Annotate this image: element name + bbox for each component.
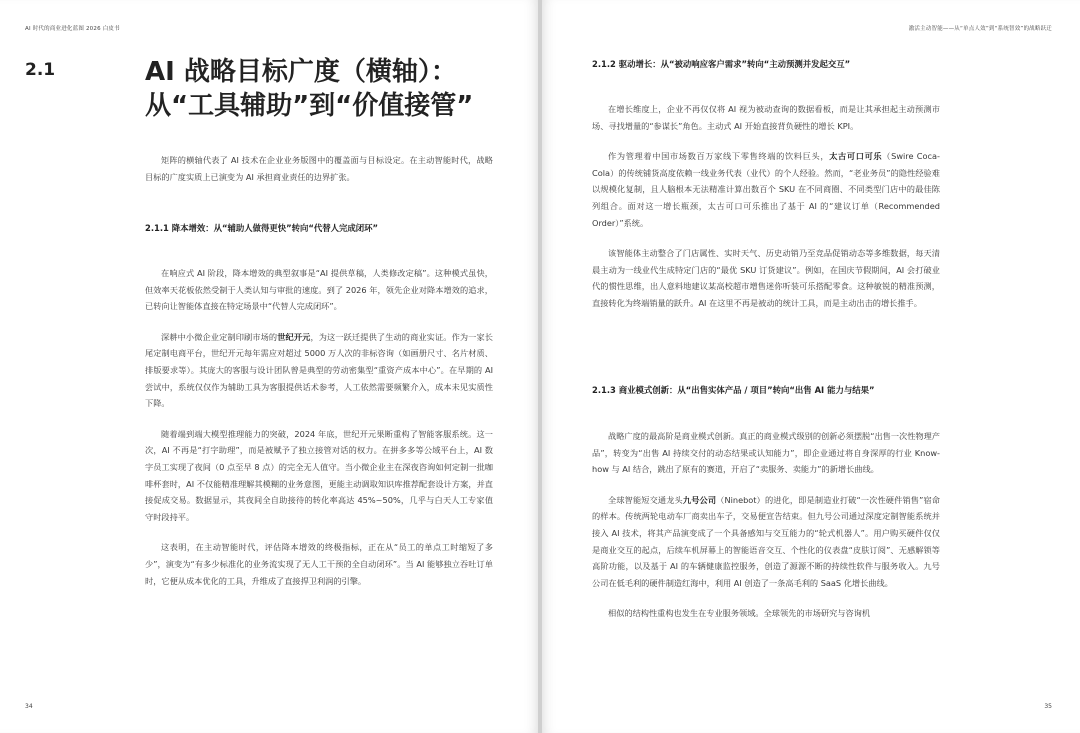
- paragraph: [592, 148, 940, 231]
- left-body: [145, 265, 493, 603]
- right-subhead-2-block: [592, 384, 940, 396]
- text-run: 作为管理着中国市场数百万家线下零售终端的饮料巨头，: [608, 151, 830, 162]
- intro-paragraph: 矩阵的横轴代表了 AI 技术在企业业务版图中的覆盖面与目标设定。在主动智能时代，战略目标的广度实质上已演变为 AI 承担商业责任的边界扩张。: [145, 155, 493, 182]
- paragraph: [145, 329, 493, 412]
- right-body-2: [592, 428, 940, 636]
- paragraph: 这表明，在主动智能时代，评估降本增效的终极指标，正在从“员工的单点工时缩短了多少”，演变为“有多少标准化的业务流实现了无人工干预的全自动闭环”。当 AI 能够独立吞吐订单时，它便从成本优化的工具，升维成了直接捍卫利润的引擎。: [145, 542, 493, 586]
- paragraph: 该智能体主动整合了门店属性、实时天气、历史动销乃至竞品促销动态等多维数据，每天清晨主动为一线业代生成特定门店的“最优 SKU 订货建议”。例如，在国庆节假期间，AI 会打破业代的惯性思维，出人意料地建议某高校超市增售迷你听装可乐搭配零食。这种敏锐的精准预测，直接转化为终端销量的跃升。AI 在这里不再是被动的统计工具，而是主动出击的增长推手。: [592, 248, 940, 308]
- running-head-right: 激活主动智能——从“单点人效”到“系统智效”的战略跃迁: [908, 26, 1052, 32]
- text-run: 全球智能短交通龙头: [608, 494, 683, 505]
- paragraph: 相似的结构性重构也发生在专业服务领域。全球领先的市场研究与咨询机: [608, 608, 871, 619]
- text-run: 深耕中小微企业定制印刷市场的: [161, 331, 278, 342]
- paragraph: 随着端到端大模型推理能力的突破，2024 年底，世纪开元果断重构了智能客服系统。这一次，AI 不再是“打字助理”，而是被赋予了独立接管对话的权力。在拼多多等公域平台上，AI 数字员工实现了夜间（0 点至早 8 点）的完全无人值守。当小微企业主在深夜咨询如何定制一批咖啡杯套时，AI 不仅能精准理解其模糊的业务意图，更能主动调取知识库推荐配套设计方案，并直接促成交易。数据显示，其夜间全自助接待的转化率高达 45%~50%，几乎与白天人工专家值守时段持平。: [145, 428, 493, 522]
- right-subhead-1-block: [592, 58, 940, 70]
- company-name: 太古可口可乐: [829, 151, 883, 162]
- paragraph: [592, 492, 940, 592]
- left-subhead-block: [145, 222, 493, 234]
- section-number: 2.1: [25, 60, 56, 80]
- text-run: （Swire Coca-Cola）的传统铺货高度依赖一线业务代表（业代）的个人经验。然而，“老业务员”的隐性经验难以规模化复制，且人脑根本无法精准计算出数百个 SKU 在不同商圈、不同类型门店中的最佳陈列组合。面对这一增长瓶颈，太古可口可乐推出了基于 AI 的“建议订单（Recommended Order）”系统。: [592, 151, 940, 228]
- page-title: [145, 55, 505, 123]
- left-page: [0, 0, 538, 733]
- text-run: ，为这一跃迁提供了生动的商业实证。作为一家长尾定制电商平台，世纪开元每年需应对超过 5000 万人次的非标咨询（如画册尺寸、名片材质、排版要求等）。其庞大的客服与设计团队曾是典型的劳动密集型“重资产成本中心”。在早期的 AI 尝试中，系统仅仅作为辅助工具为客服提供话术参考，人工依然需要频繁介入，成本未见实质性下降。: [145, 331, 493, 409]
- left-intro-block: [145, 152, 493, 199]
- page-number-left: 34: [25, 703, 33, 710]
- right-body-1: [592, 101, 940, 326]
- company-name: 世纪开元: [277, 331, 311, 342]
- title-line-2: 从“工具辅助”到“价值接管”: [145, 91, 474, 121]
- right-page: [542, 0, 1080, 733]
- company-name: 九号公司: [682, 494, 717, 505]
- subhead-2-1-2: 2.1.2 驱动增长：从“被动响应客户需求”转向“主动预测并发起交互”: [592, 59, 851, 69]
- text-run: （Ninebot）的进化，即是制造业打破“一次性硬件销售”宿命的样本。传统两轮电动车厂商卖出车子，交易便宣告结束。但九号公司通过深度定制智能系统并接入 AI 技术，将其产品演变成了一个具备感知与交互能力的“轮式机器人”。用户购买硬件仅仅是商业交互的起点，后续车机屏幕上的智能语音交互、个性化的仪表盘“皮肤订阅”、无感解锁等高阶功能，以及基于 AI 的车辆健康监控服务，创造了源源不断的持续性软件与服务收入。九号公司在低毛利的硬件制造红海中，利用 AI 创造了一条高毛利的 SaaS 化增长曲线。: [592, 494, 940, 588]
- running-head-left: AI 时代的商业进化蓝图 2026 白皮书: [25, 26, 120, 32]
- page-number-right: 35: [1044, 703, 1052, 710]
- paragraph: 在增长维度上，企业不再仅仅将 AI 视为被动查询的数据看板，而是让其承担起主动预测市场、寻找增量的“参谋长”角色。主动式 AI 开始直接背负硬性的增长 KPI。: [592, 104, 940, 131]
- subhead-2-1-1: 2.1.1 降本增效：从“辅助人做得更快”转向“代替人完成闭环”: [145, 223, 379, 233]
- title-line-1: AI 战略目标广度（横轴）：: [145, 57, 457, 87]
- paragraph: 战略广度的最高阶是商业模式创新。真正的商业模式级别的创新必须摆脱“出售一次性物理产品”，转变为“出售 AI 持续交付的动态结果或认知能力”，即企业通过将自身深厚的行业 Know-how 与 AI 结合，跳出了原有的赛道，开启了“卖服务、卖能力”的新增长曲线。: [592, 431, 940, 475]
- subhead-2-1-3: 2.1.3 商业模式创新：从“出售实体产品 / 项目”转向“出售 AI 能力与结果”: [592, 385, 875, 395]
- paragraph: 在响应式 AI 阶段，降本增效的典型叙事是“AI 提供草稿，人类修改定稿”。这种模式虽快，但效率天花板依然受制于人类认知与审批的速度。到了 2026 年，领先企业对降本增效的追求，已转向让智能体直接在特定场景中“代替人完成闭环”。: [145, 268, 493, 312]
